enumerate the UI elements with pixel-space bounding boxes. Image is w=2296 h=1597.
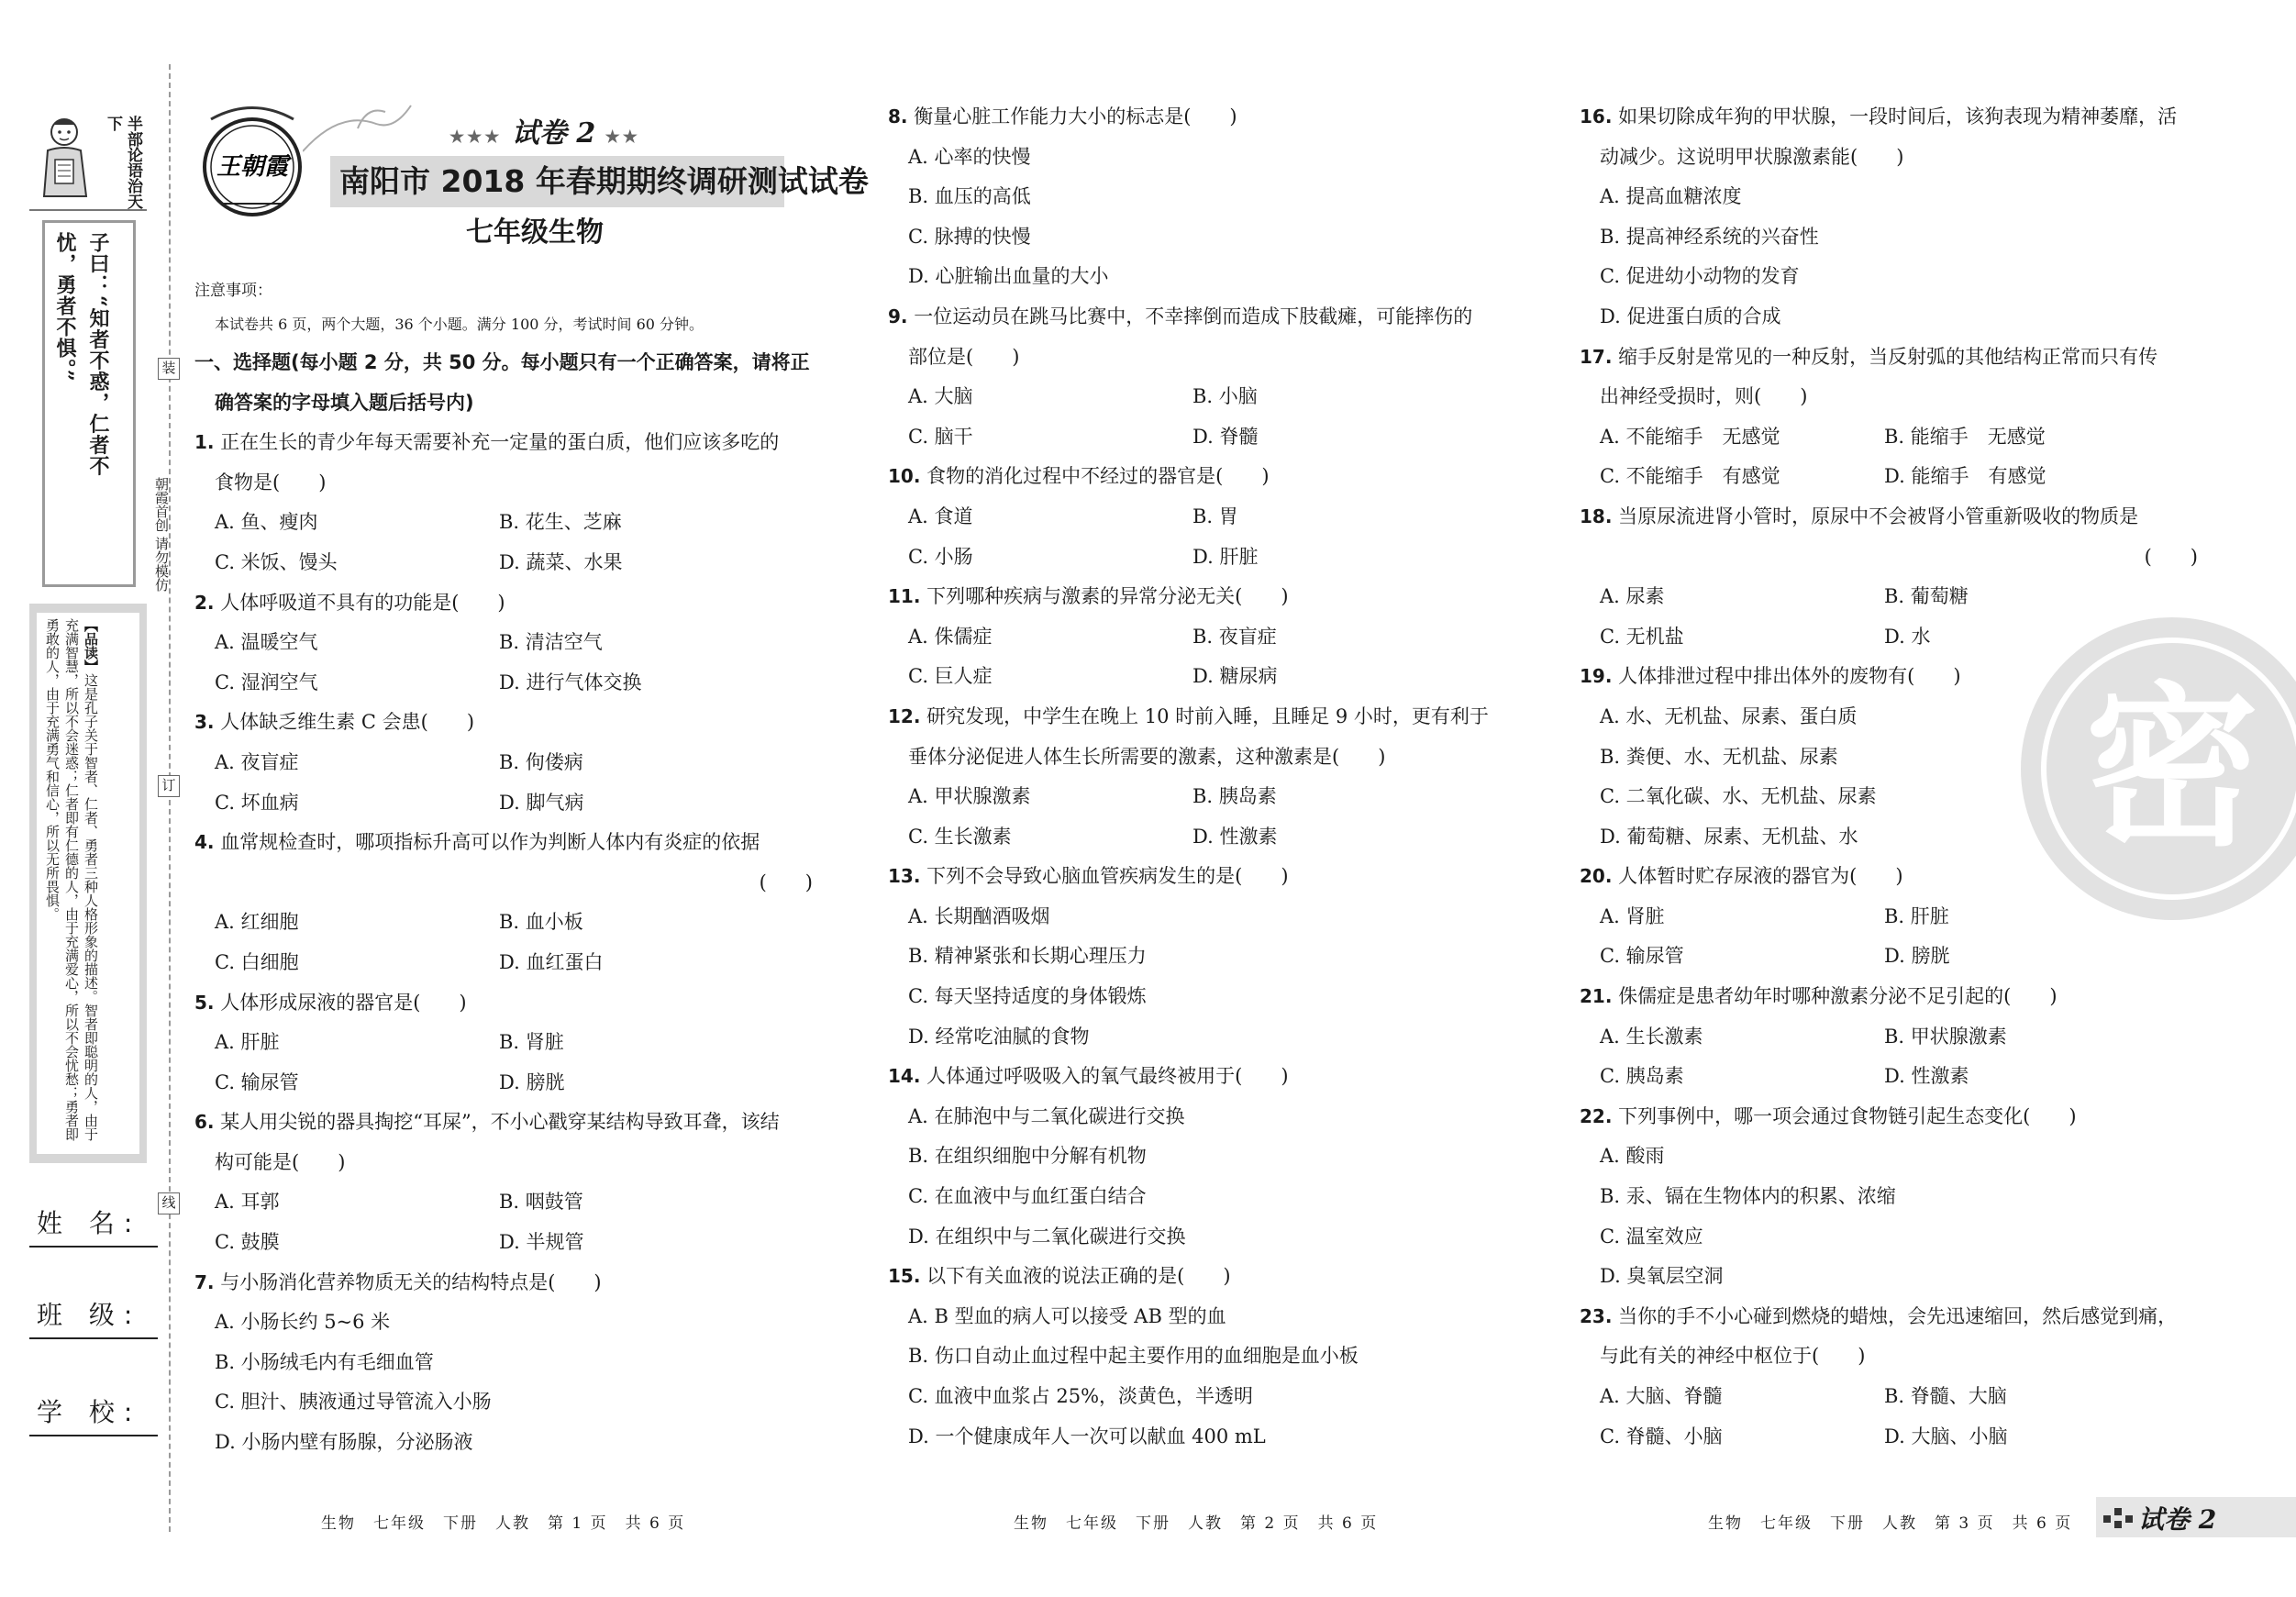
- question-stem: 下列哪种疾病与激素的异常分泌无关( ): [926, 585, 1289, 608]
- option-a[interactable]: A. 温暖空气: [215, 631, 318, 654]
- binding-char-2: 订: [158, 775, 180, 797]
- footer-page-3: 生物 七年级 下册 人教 第 3 页 共 6 页: [1708, 1514, 2073, 1533]
- question-9: [888, 297, 1512, 457]
- footer-paper-tag: [2096, 1497, 2296, 1537]
- question-number: 7.: [194, 1270, 215, 1293]
- brand-logo-icon: [193, 101, 312, 225]
- question-number: 14.: [888, 1065, 921, 1088]
- section-1-heading-line-1: 一、选择题(每小题 2 分，共 50 分。每小题只有一个正确答案，请将正: [194, 351, 810, 373]
- option-d[interactable]: D. 半规管: [499, 1231, 584, 1254]
- option-b[interactable]: B. 咽鼓管: [499, 1191, 583, 1214]
- question-22: [1580, 1097, 2203, 1297]
- question-11: [888, 577, 1512, 697]
- option-a[interactable]: A. 红细胞: [215, 911, 299, 934]
- option-d[interactable]: D. 血红蛋白: [499, 950, 604, 973]
- option-d[interactable]: D. 水: [1884, 625, 1931, 648]
- sidebar: [29, 108, 147, 1163]
- question-stem-cont: 构可能是( ): [215, 1150, 346, 1173]
- quote-line-1: 子曰：“知者不惑，仁者不: [86, 232, 110, 477]
- option-c[interactable]: C. 二氧化碳、水、无机盐、尿素: [1600, 785, 1877, 808]
- option-c[interactable]: C. 米饭、馒头: [215, 550, 338, 573]
- comment-inner: [37, 613, 139, 1154]
- option-d[interactable]: D. 促进蛋白质的合成: [1600, 305, 1781, 327]
- option-b[interactable]: B. 胃: [1192, 505, 1238, 527]
- section-1: [194, 343, 818, 1463]
- option-d[interactable]: D. 糖尿病: [1192, 665, 1278, 688]
- square-icon: [2114, 1521, 2122, 1528]
- option-b[interactable]: B. 提高神经系统的兴奋性: [1600, 225, 1819, 248]
- option-a[interactable]: A. 大脑、脊髓: [1600, 1385, 1723, 1407]
- option-b[interactable]: B. 精神紧张和长期心理压力: [908, 945, 1147, 968]
- school-field[interactable]: [29, 1381, 158, 1436]
- option-b[interactable]: B. 花生、芝麻: [499, 511, 622, 534]
- footer-page-2: 生物 七年级 下册 人教 第 2 页 共 6 页: [1014, 1514, 1379, 1533]
- question-number: 21.: [1580, 985, 1613, 1008]
- option-a[interactable]: A. 长期酗酒吸烟: [908, 904, 1050, 927]
- option-b[interactable]: B. 伤口自动止血过程中起主要作用的血细胞是血小板: [908, 1345, 1359, 1368]
- question-3: [194, 703, 818, 823]
- option-a[interactable]: A. 鱼、瘦肉: [215, 511, 318, 534]
- question-stem: 正在生长的青少年每天需要补充一定量的蛋白质，他们应该多吃的: [220, 431, 780, 454]
- option-a[interactable]: A. 尿素: [1600, 585, 1665, 608]
- option-c[interactable]: C. 巨人症: [908, 665, 993, 688]
- question-number: 12.: [888, 704, 921, 727]
- square-icon: [2114, 1508, 2122, 1515]
- option-a[interactable]: A. 侏儒症: [908, 625, 993, 648]
- question-number: 17.: [1580, 345, 1613, 368]
- comment-label: 【品读】: [83, 618, 99, 673]
- option-c[interactable]: C. 输尿管: [215, 1070, 299, 1093]
- question-number: 5.: [194, 991, 215, 1014]
- question-number: 9.: [888, 305, 908, 327]
- question-number: 16.: [1580, 105, 1613, 128]
- question-number: 20.: [1580, 865, 1613, 888]
- option-d[interactable]: D. 脊髓: [1192, 425, 1259, 448]
- option-a[interactable]: A. 生长激素: [1600, 1025, 1703, 1048]
- page-title: 南阳市 2018 年春期期终调研测试试卷: [339, 163, 869, 199]
- option-a[interactable]: A. 夜盲症: [215, 750, 299, 773]
- option-b[interactable]: B. 清洁空气: [499, 631, 603, 654]
- option-d[interactable]: D. 蔬菜、水果: [499, 550, 623, 573]
- comment-body: 这是孔子关于智者、仁者、勇者三种人格形象的描述。智者即聪明的人，由于充满智慧，所以不会迷惑；仁者即有仁德的人，由于充满爱心，所以不会忧愁；勇者即勇敢的人，由于充满勇气和信心，所以无所畏惧。: [44, 618, 99, 1141]
- option-d[interactable]: D. 肝脏: [1192, 545, 1259, 568]
- column-2: [888, 97, 1512, 1457]
- option-c[interactable]: C. 促进幼小动物的发育: [1600, 265, 1800, 288]
- comment-text: [42, 618, 100, 1148]
- quote-box: [42, 220, 136, 587]
- name-label: 姓 名:: [37, 1208, 142, 1238]
- option-b[interactable]: B. 胰岛素: [1192, 785, 1277, 808]
- option-a[interactable]: A. 不能缩手 无感觉: [1600, 425, 1780, 448]
- option-c[interactable]: C. 血液中血浆占 25%，淡黄色，半透明: [908, 1385, 1254, 1407]
- question-stem: 一位运动员在跳马比赛中，不幸摔倒而造成下肢截瘫，可能摔伤的: [914, 305, 1473, 327]
- question-stem-cont: 垂体分泌促进人体生长所需要的激素，这种激素是( ): [908, 745, 1386, 768]
- option-a[interactable]: A. 肝脏: [215, 1031, 280, 1054]
- question-number: 15.: [888, 1265, 921, 1288]
- stamp-text: 密: [2084, 667, 2260, 870]
- question-number: 3.: [194, 711, 215, 734]
- option-a[interactable]: A. 心率的快慢: [908, 145, 1031, 168]
- option-b[interactable]: B. 佝偻病: [499, 750, 583, 773]
- question-23: [1580, 1297, 2203, 1457]
- option-b[interactable]: B. 汞、镉在生物体内的积累、浓缩: [1600, 1185, 1896, 1208]
- logo-text: 王朝霞: [216, 153, 289, 181]
- option-b[interactable]: B. 小脑: [1192, 385, 1258, 408]
- option-a[interactable]: A. 肾脏: [1600, 904, 1665, 927]
- question-number: 2.: [194, 591, 215, 614]
- question-stem: 下列事例中，哪一项会通过食物链引起生态变化( ): [1618, 1104, 2077, 1127]
- question-2: [194, 583, 818, 704]
- binding-char-3: 线: [158, 1192, 180, 1214]
- option-d[interactable]: D. 膀胱: [1884, 945, 1950, 968]
- option-d[interactable]: D. 在组织中与二氧化碳进行交换: [908, 1225, 1186, 1248]
- option-d[interactable]: D. 葡萄糖、尿素、无机盐、水: [1600, 825, 1858, 848]
- square-icon: [2125, 1515, 2133, 1523]
- question-stem-cont: 出神经受损时，则( ): [1600, 385, 1808, 408]
- binding-line: [169, 64, 171, 1532]
- option-c[interactable]: C. 温室效应: [1600, 1225, 1703, 1248]
- question-stem: 某人用尖锐的器具掏挖“耳屎”，不小心戳穿某结构导致耳聋，该结: [220, 1111, 780, 1134]
- option-c[interactable]: C. 无机盐: [1600, 625, 1684, 648]
- option-d[interactable]: D. 脚气病: [499, 791, 584, 814]
- option-b[interactable]: B. 粪便、水、无机盐、尿素: [1600, 745, 1838, 768]
- option-a[interactable]: A. 小肠长约 5~6 米: [215, 1311, 391, 1334]
- class-label: 班 级:: [37, 1300, 142, 1330]
- question-stem-cont: 与此有关的神经中枢位于( ): [1600, 1345, 1866, 1368]
- question-stem: 血常规检查时，哪项指标升高可以作为判断人体内有炎症的依据: [220, 831, 760, 854]
- question-number: 10.: [888, 465, 921, 488]
- question-stem: 食物的消化过程中不经过的器官是( ): [926, 465, 1270, 488]
- quote-line-2: 忧，勇者不惧。”: [53, 232, 77, 383]
- option-c[interactable]: C. 白细胞: [215, 950, 299, 973]
- question-number: 1.: [194, 431, 215, 454]
- question-stem: 下列不会导致心脑血管疾病发生的是( ): [926, 865, 1289, 888]
- question-16: [1580, 97, 2203, 338]
- question-stem: 当原尿流进肾小管时，原尿中不会被肾小管重新吸收的物质是: [1618, 505, 2139, 527]
- option-d[interactable]: D. 能缩手 有感觉: [1884, 465, 2046, 488]
- question-stem: 人体排泄过程中排出体外的废物有( ): [1618, 665, 1961, 688]
- confidential-stamp: [2016, 613, 2296, 925]
- option-a[interactable]: A. B 型血的病人可以接受 AB 型的血: [908, 1304, 1226, 1327]
- option-b[interactable]: B. 夜盲症: [1192, 625, 1277, 648]
- question-stem: 当你的手不小心碰到燃烧的蜡烛，会先迅速缩回，然后感觉到痛，: [1618, 1304, 2178, 1327]
- option-a[interactable]: A. 提高血糖浓度: [1600, 185, 1742, 208]
- question-stem-cont: 动减少。这说明甲状腺激素能( ): [1600, 145, 1904, 168]
- option-d[interactable]: D. 臭氧层空洞: [1600, 1265, 1724, 1288]
- question-number: 8.: [888, 105, 908, 128]
- question-13: [888, 857, 1512, 1057]
- option-a[interactable]: A. 酸雨: [1600, 1145, 1665, 1168]
- column-1: [194, 275, 818, 1463]
- comment-box: [29, 604, 147, 1163]
- question-17: [1580, 338, 2203, 497]
- paper-tag-label: 试卷 2: [511, 117, 596, 150]
- question-15: [888, 1257, 1512, 1457]
- option-d[interactable]: D. 心脏输出血量的大小: [908, 265, 1109, 288]
- name-field[interactable]: [29, 1192, 158, 1248]
- page-subtitle: 七年级生物: [466, 216, 604, 249]
- option-c[interactable]: C. 脊髓、小脑: [1600, 1425, 1723, 1447]
- question-10: [888, 457, 1512, 577]
- question-stem: 研究发现，中学生在晚上 10 时前入睡，且睡足 9 小时，更有利于: [926, 704, 1489, 727]
- option-c[interactable]: C. 在血液中与血红蛋白结合: [908, 1185, 1147, 1208]
- question-21: [1580, 977, 2203, 1097]
- option-d[interactable]: D. 经常吃油腻的食物: [908, 1025, 1090, 1048]
- option-b[interactable]: B. 肾脏: [499, 1031, 564, 1054]
- sidebar-header: [29, 108, 147, 211]
- notes-body: 本试卷共 6 页，两个大题，36 个小题。满分 100 分，考试时间 60 分钟。: [215, 316, 704, 333]
- question-stem: 衡量心脏工作能力大小的标志是( ): [914, 105, 1237, 128]
- answer-bracket: ( ): [2144, 545, 2198, 568]
- option-a[interactable]: A. 甲状腺激素: [908, 785, 1031, 808]
- question-stem: 缩手反射是常见的一种反射，当反射弧的其他结构正常而只有传: [1618, 345, 2158, 368]
- option-c[interactable]: C. 输尿管: [1600, 945, 1684, 968]
- class-field[interactable]: [29, 1284, 158, 1339]
- option-c[interactable]: C. 脉搏的快慢: [908, 225, 1031, 248]
- option-b[interactable]: B. 脊髓、大脑: [1884, 1385, 2007, 1407]
- option-b[interactable]: B. 葡萄糖: [1884, 585, 1969, 608]
- question-number: 4.: [194, 831, 215, 854]
- footer-tag-label: 试卷 2: [2138, 1504, 2217, 1535]
- option-d[interactable]: D. 大脑、小脑: [1884, 1425, 2008, 1447]
- question-stem: 如果切除成年狗的甲状腺，一段时间后，该狗表现为精神萎靡，活: [1618, 105, 2178, 128]
- question-14: [888, 1057, 1512, 1257]
- option-c[interactable]: C. 鼓膜: [215, 1231, 280, 1254]
- question-number: 22.: [1580, 1104, 1613, 1127]
- option-c[interactable]: C. 坏血病: [215, 791, 299, 814]
- option-b[interactable]: B. 小肠绒毛内有毛细血管: [215, 1350, 434, 1373]
- square-icon: [2103, 1515, 2111, 1523]
- binding-char-1: 装: [158, 358, 180, 380]
- option-a[interactable]: A. 耳郭: [215, 1191, 280, 1214]
- option-c[interactable]: C. 胆汁、胰液通过导管流入小肠: [215, 1391, 492, 1414]
- option-c[interactable]: C. 每天坚持适度的身体锻炼: [908, 985, 1147, 1008]
- question-stem-cont: 食物是( ): [215, 471, 327, 494]
- option-d[interactable]: D. 一个健康成年人一次可以献血 400 mL: [908, 1425, 1266, 1447]
- option-a[interactable]: A. 在肺泡中与二氧化碳进行交换: [908, 1104, 1185, 1127]
- question-number: 6.: [194, 1111, 215, 1134]
- question-stem: 人体缺乏维生素 C 会患( ): [220, 711, 475, 734]
- section-1-heading-line-2: 确答案的字母填入题后括号内): [215, 391, 474, 414]
- option-b[interactable]: B. 肝脏: [1884, 904, 1949, 927]
- option-d[interactable]: D. 膀胱: [499, 1070, 565, 1093]
- quote-text: [49, 232, 115, 581]
- option-c[interactable]: C. 湿润空气: [215, 671, 318, 693]
- question-stem: 人体通过呼吸吸入的氧气最终被用于( ): [926, 1065, 1289, 1088]
- notes-title: 注意事项：: [194, 282, 272, 300]
- question-7: [194, 1263, 818, 1463]
- question-number: 13.: [888, 865, 921, 888]
- option-b[interactable]: B. 血小板: [499, 911, 583, 934]
- question-stem: 侏儒症是患者幼年时哪种激素分泌不足引起的( ): [1618, 985, 2058, 1008]
- option-b[interactable]: B. 在组织细胞中分解有机物: [908, 1145, 1147, 1168]
- question-stem: 以下有关血液的说法正确的是( ): [926, 1265, 1231, 1288]
- question-6: [194, 1103, 818, 1262]
- option-c[interactable]: C. 脑干: [908, 425, 973, 448]
- ribbon-icon: [303, 101, 413, 156]
- binding-note: 朝霞首创 请勿模仿: [153, 477, 170, 592]
- footer-page-1: 生物 七年级 下册 人教 第 1 页 共 6 页: [321, 1514, 686, 1533]
- question-5: [194, 983, 818, 1103]
- option-a[interactable]: A. 水、无机盐、尿素、蛋白质: [1600, 704, 1858, 727]
- question-stem-cont: 部位是( ): [908, 345, 1020, 368]
- option-a[interactable]: A. 食道: [908, 505, 973, 527]
- option-c[interactable]: C. 小肠: [908, 545, 973, 568]
- series-title: 半部论语治天下: [104, 116, 142, 209]
- paper-tag: [449, 110, 640, 150]
- answer-bracket: ( ): [759, 871, 813, 893]
- question-8: [888, 97, 1512, 297]
- option-c[interactable]: C. 胰岛素: [1600, 1065, 1684, 1088]
- option-d[interactable]: D. 性激素: [1884, 1065, 1969, 1088]
- option-d[interactable]: D. 小肠内壁有肠腺，分泌肠液: [215, 1431, 473, 1454]
- option-d[interactable]: D. 进行气体交换: [499, 671, 642, 693]
- option-a[interactable]: A. 大脑: [908, 385, 973, 408]
- scholar-character-icon: [37, 114, 94, 204]
- question-stem: 人体形成尿液的器官是( ): [220, 991, 467, 1014]
- question-number: 18.: [1580, 505, 1613, 527]
- stars-icon: ★★: [605, 128, 640, 147]
- question-stem: 与小肠消化营养物质无关的结构特点是( ): [220, 1270, 602, 1293]
- option-c[interactable]: C. 不能缩手 有感觉: [1600, 465, 1780, 488]
- stars-icon: ★★★: [449, 128, 503, 147]
- option-c[interactable]: C. 生长激素: [908, 825, 1012, 848]
- question-number: 19.: [1580, 665, 1613, 688]
- question-1: [194, 423, 818, 582]
- option-b[interactable]: B. 血压的高低: [908, 185, 1031, 208]
- question-number: 23.: [1580, 1304, 1613, 1327]
- question-12: [888, 697, 1512, 857]
- school-label: 学 校:: [37, 1397, 142, 1427]
- question-stem: 人体呼吸道不具有的功能是( ): [220, 591, 505, 614]
- question-number: 11.: [888, 585, 921, 608]
- question-4: [194, 823, 818, 982]
- option-b[interactable]: B. 能缩手 无感觉: [1884, 425, 2046, 448]
- option-d[interactable]: D. 性激素: [1192, 825, 1278, 848]
- question-stem: 人体暂时贮存尿液的器官为( ): [1618, 865, 1903, 888]
- option-b[interactable]: B. 甲状腺激素: [1884, 1025, 2007, 1048]
